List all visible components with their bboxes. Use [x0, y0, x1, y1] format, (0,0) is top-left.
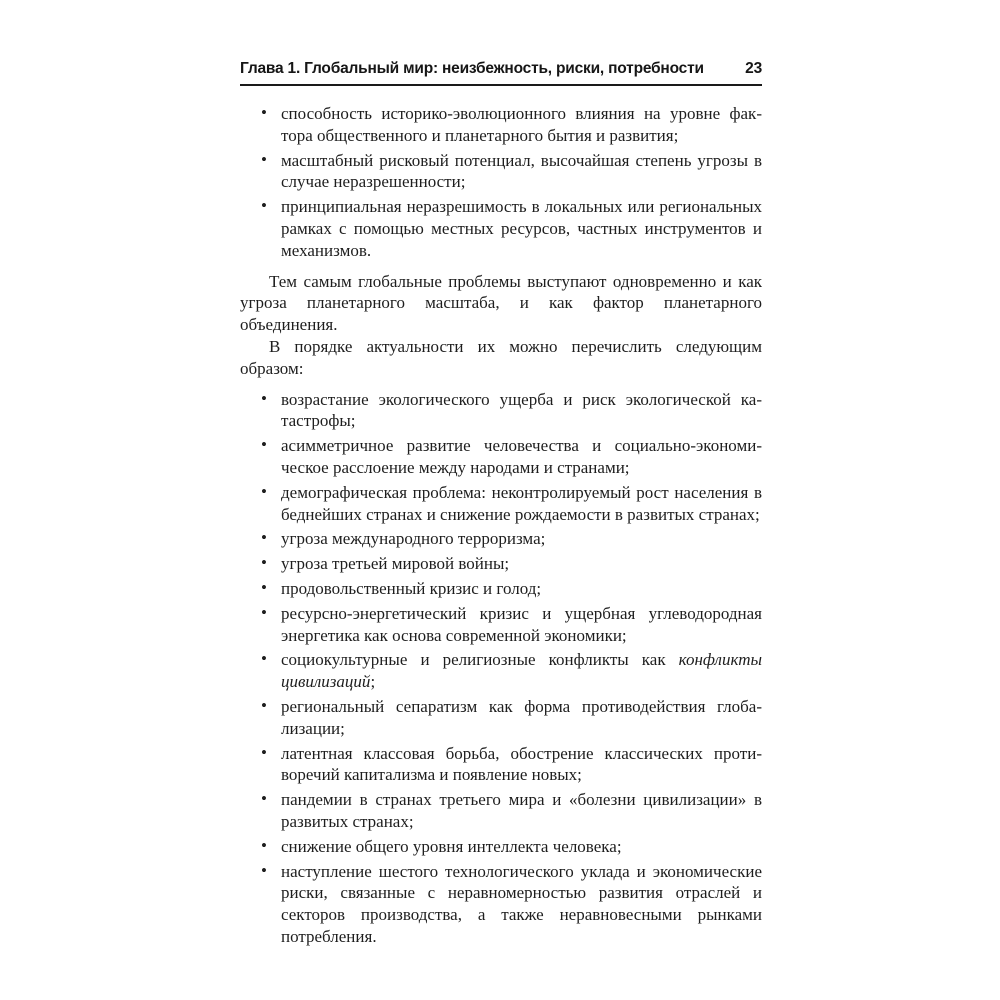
page-number: 23: [745, 60, 762, 77]
list-item-text: возрастание экологического ущерба и риск экологической катастрофы;: [281, 389, 762, 431]
list-item-text: пандемии в странах третьего мира и «болезни цивилизации» в развитых странах;: [281, 790, 762, 831]
page-content: [240, 60, 762, 951]
list-item: [240, 528, 762, 550]
list-item-text: угроза третьей мировой войны;: [281, 554, 510, 574]
list-item: [240, 649, 762, 693]
list-item-text: демографическая проблема: неконтролируемый рост населения в беднейших странах и снижение рождаемости в развитых странах;: [281, 482, 762, 524]
list-item: [240, 482, 762, 526]
list-item: [240, 553, 762, 575]
paragraph-global-problems: Тем самым глобальные проблемы выступают одновременно и как угроза планетарного масштаба, и как фактор планетарного объединения.: [240, 271, 762, 335]
list-item: [240, 196, 762, 261]
list-item: [240, 789, 762, 833]
paragraph-block: [240, 271, 762, 380]
list-item-text: асимметричное развитие человечества и социально-экономическое расслоение между народами и странами;: [281, 436, 762, 477]
list-item: [240, 103, 762, 147]
list-item: [240, 150, 762, 194]
list-item: [240, 861, 762, 948]
list-item-text: региональный сепаратизм как форма противодействия глобализации;: [281, 696, 762, 738]
running-header: [240, 60, 762, 86]
list-item: [240, 578, 762, 600]
list-item: [240, 696, 762, 740]
list-item-text: социокультурные и религиозные конфликты как: [281, 650, 679, 670]
list-item-text: принципиальная неразрешимость в локальных или региональных рамках с помощью местных ресурсов, частных инструментов и механизмов.: [281, 197, 762, 260]
list-item: [240, 603, 762, 647]
list-item-text: масштабный рисковый потенциал, высочайшая степень угрозы в случае неразрешенности;: [281, 150, 762, 192]
list-item-text-italic: конфликты цивилизаций: [281, 650, 762, 692]
list-item-text: латентная классовая борьба, обострение классических противоречий капитализма и появление новых;: [281, 743, 762, 785]
intro-bullet-list: [240, 103, 762, 262]
list-item-text: способность историко-эволюционного влияния на уровне фактора общественного и планетарного бытия и развития;: [281, 104, 762, 145]
list-item: [240, 836, 762, 858]
list-item-text: снижение общего уровня интеллекта человека;: [281, 836, 622, 856]
list-item: [240, 389, 762, 433]
list-item: [240, 743, 762, 787]
list-item: [240, 435, 762, 479]
list-item-text: продовольственный кризис и голод;: [281, 578, 542, 598]
problems-bullet-list: [240, 389, 762, 948]
list-item-text: наступление шестого технологического уклада и экономические риски, связанные с неравномерностью развития отраслей и секторов производства, а также неравновесными рынками потребления.: [281, 861, 762, 946]
list-item-text: ресурсно-энергетический кризис и ущербная углеводородная энергетика как основа современной экономики;: [281, 603, 762, 645]
list-item-text: угроза международного терроризма;: [281, 529, 546, 549]
paragraph-list-intro: В порядке актуальности их можно перечислить следующим образом:: [240, 336, 762, 378]
chapter-title: Глава 1. Глобальный мир: неизбежность, риски, потребности: [240, 60, 704, 77]
list-item-text: ;: [370, 672, 376, 692]
